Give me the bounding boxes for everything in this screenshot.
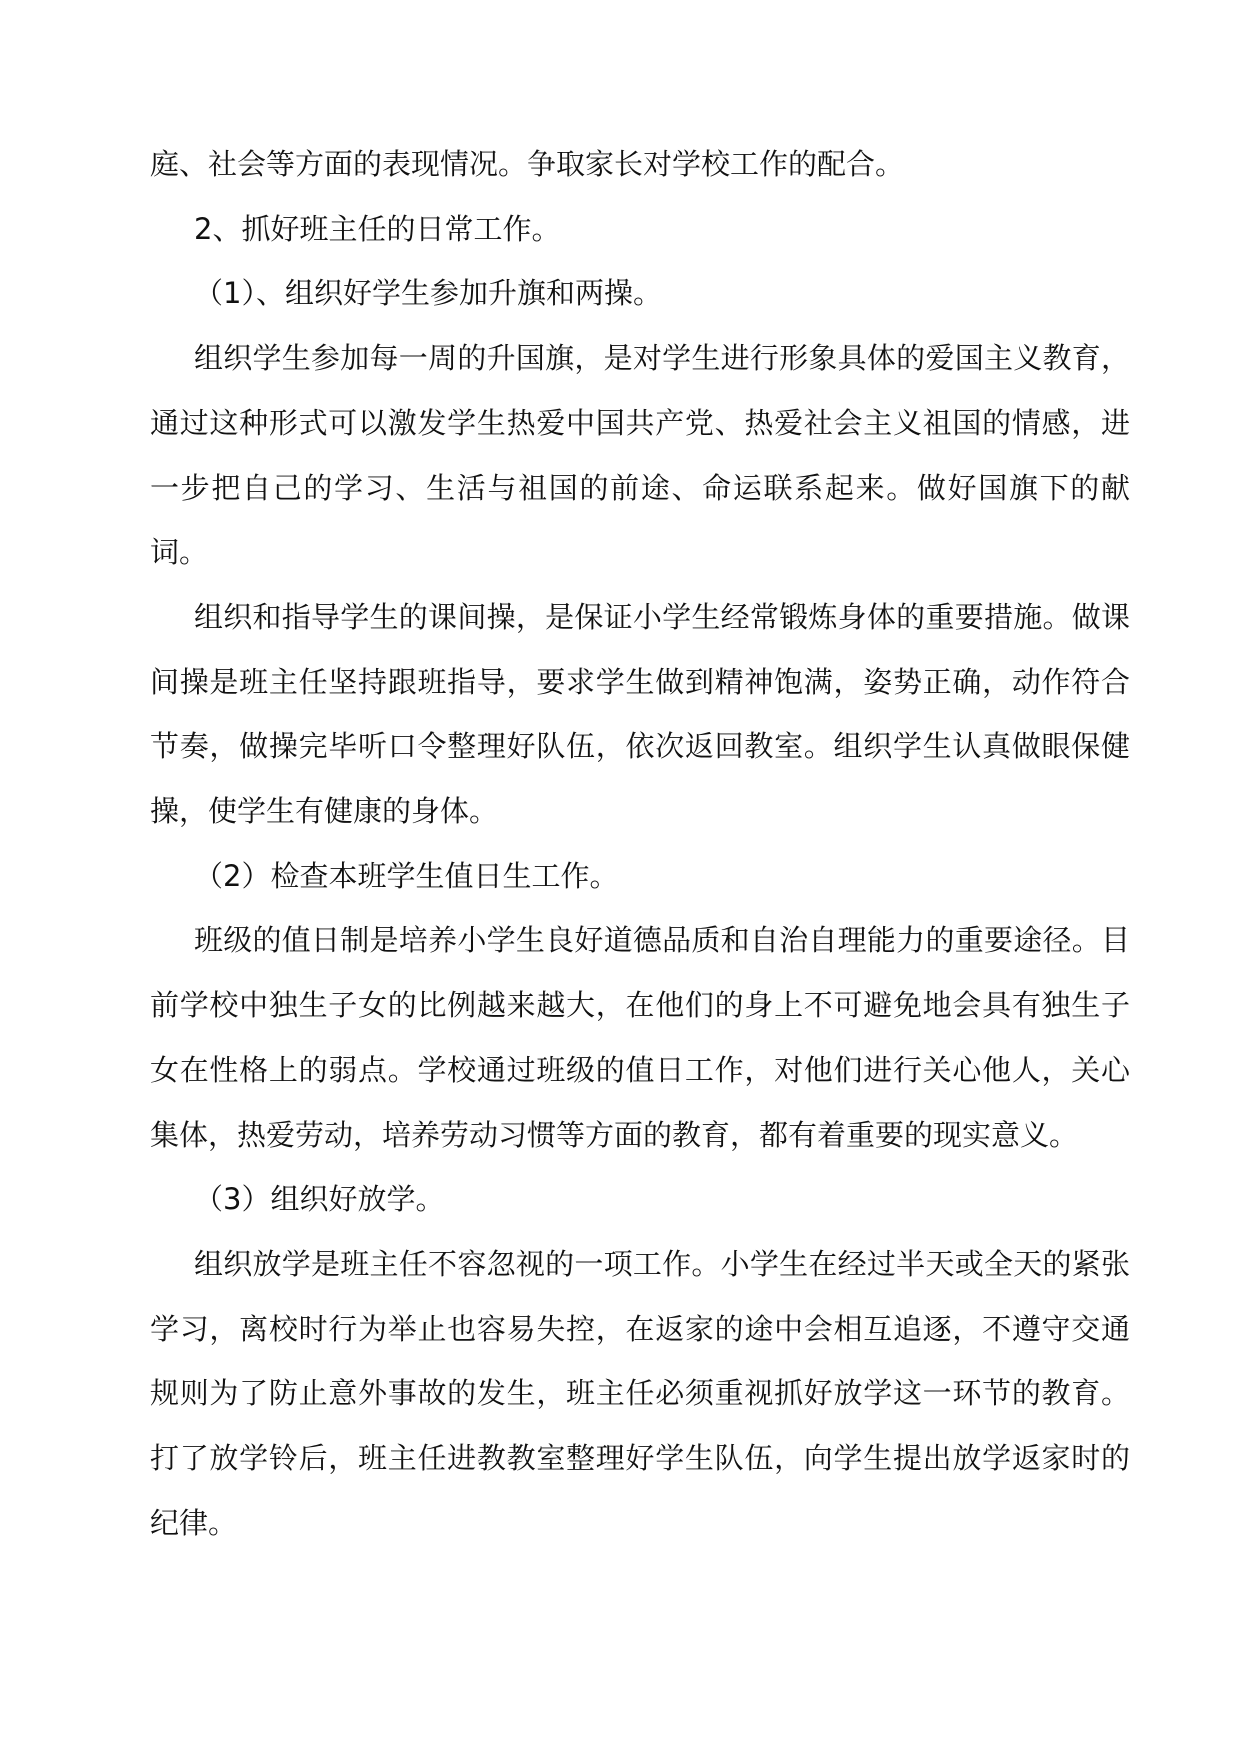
paragraph-exercises: 组织和指导学生的课间操，是保证小学生经常锻炼身体的重要措施。做课间操是班主任坚持跟班指导，要求学生做到精神饱满，姿势正确，动作符合节奏，做操完毕听口令整理好队伍，依次返回教室。组织学生认真做眼保健操，使学生有健康的身体。 <box>150 599 1130 829</box>
paragraph-flag-raising: 组织学生参加每一周的升国旗，是对学生进行形象具体的爱国主义教育，通过这种形式可以激发学生热爱中国共产党、热爱社会主义祖国的情感，进一步把自己的学习、生活与祖国的前途、命运联系起来。做好国旗下的献词。 <box>150 341 1130 570</box>
paragraph-dismissal: 组织放学是班主任不容忽视的一项工作。小学生在经过半天或全天的紧张学习，离校时行为举止也容易失控，在返家的途中会相互追逐，不遵守交通规则为了防止意外事故的发生，班主任必须重视抓好放学这一环节的教育。打了放学铃后，班主任进教教室整理好学生队伍，向学生提出放学返家时的纪律。 <box>150 1246 1130 1540</box>
subheading-dismissal: （3）组织好放学。 <box>194 1182 445 1217</box>
document-page <box>150 132 1130 1555</box>
subheading-flag-and-exercises: （1）、组织好学生参加升旗和两操。 <box>194 276 662 311</box>
paragraph-continuation: 庭、社会等方面的表现情况。争取家长对学校工作的配合。 <box>150 147 905 181</box>
section-heading-daily-work: 2、抓好班主任的日常工作。 <box>194 211 561 246</box>
subheading-duty-check: （2）检查本班学生值日生工作。 <box>194 858 619 893</box>
paragraph-duty-system: 班级的值日制是培养小学生良好道德品质和自治自理能力的重要途径。目前学校中独生子女的比例越来越大，在他们的身上不可避免地会具有独生子女在性格上的弱点。学校通过班级的值日工作，对他们进行关心他人，关心集体，热爱劳动，培养劳动习惯等方面的教育，都有着重要的现实意义。 <box>150 923 1130 1152</box>
